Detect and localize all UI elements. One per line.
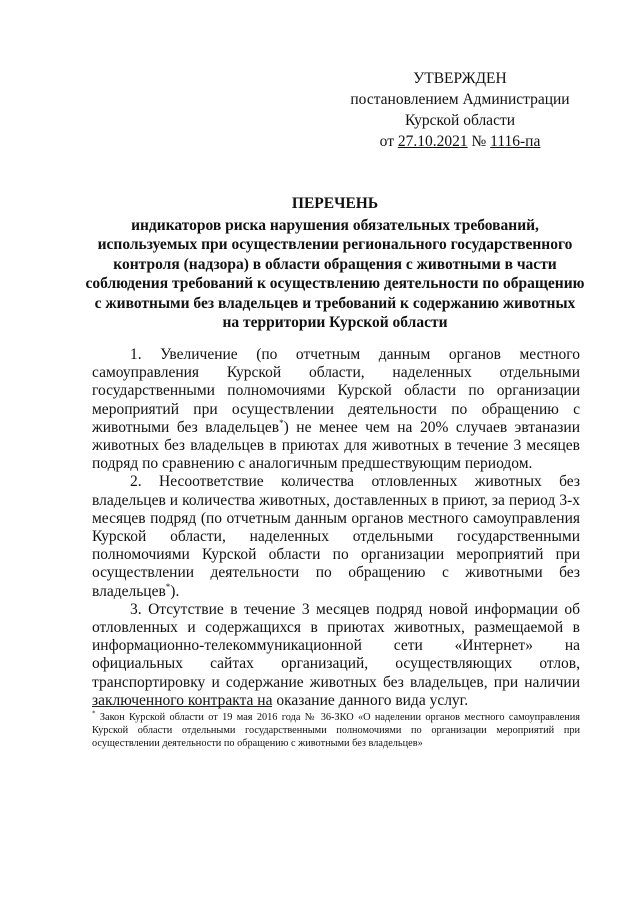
document-body (92, 346, 580, 710)
footnote-reference: * (165, 581, 171, 592)
approval-date-number (330, 131, 590, 152)
approval-title: УТВЕРЖДЕН (413, 70, 507, 87)
title-line: контроля (надзора) в области обращения с животными в части (113, 255, 557, 273)
list-item-3: 3. Отсутствие в течение 3 месяцев подряд новой информации об отловленных и содержащихся в приютах животных, размещаемой в информационно-телекоммуникационной сети «Интернет» на официальных сайтах организаций, осуществляющих отлов, транспортировку и содержание животных без владельцев, при наличии заключенного контракта на оказание данного вида услуг. (92, 600, 580, 709)
title-line: индикаторов риска нарушения обязательных требований, (131, 216, 539, 234)
approval-number: 1116-па (490, 133, 541, 150)
number-prefix: № (467, 133, 491, 150)
list-item-2: 2. Несоответствие количества отловленных животных без владельцев и количества животных, доставленных в приют, за период 3-х месяцев подряд (по отчетным данным органов местного самоуправления Курской области, наделенных отдельными государственными полномочиями Курской области по организации мероприятий при осуществлении деятельности по обращению с животными без владельцев*). (92, 473, 580, 600)
title-line: соблюдения требований к осуществлению деятельности по обращению (85, 275, 585, 292)
title-heading: ПЕРЕЧЕНЬ (291, 195, 379, 212)
title-line: с животными без владельцев и требований к содержанию животных (94, 294, 576, 312)
approval-block (330, 68, 590, 152)
list-item-1: 1. Увеличение (по отчетным данным органов местного самоуправления Курской области, наделенных отдельными государственными полномочиями Курской области по организации мероприятий при осуществлении деятельности по обращению с животными без владельцев*) не менее чем на 20% случаев эвтаназии животных без владельцев в приютах для животных в течение 3 месяцев подряд по сравнению с аналогичным предшествующим периодом. (92, 346, 580, 473)
title-line: на территории Курской области (222, 314, 448, 331)
footnote-text: Закон Курской области от 19 мая 2016 года № 36-ЗКО «О наделении органов местного самоуправления Курской области отдельными государственными полномочиями по организации мероприятий при осуществлении деятельности по обращению с животными без владельцев» (92, 712, 580, 749)
approval-region: Курской области (404, 112, 516, 129)
footnote-divider (92, 706, 272, 707)
approval-date: 27.10.2021 (397, 133, 468, 150)
title-line: используемых при осуществлении регионального государственного (97, 236, 573, 253)
approval-authority: постановлением Администрации (350, 91, 570, 108)
footnote (92, 711, 580, 750)
date-prefix: от (379, 133, 398, 150)
footnote-mark: * (92, 709, 96, 718)
footnote-reference: * (279, 417, 284, 428)
document-title (80, 194, 590, 333)
